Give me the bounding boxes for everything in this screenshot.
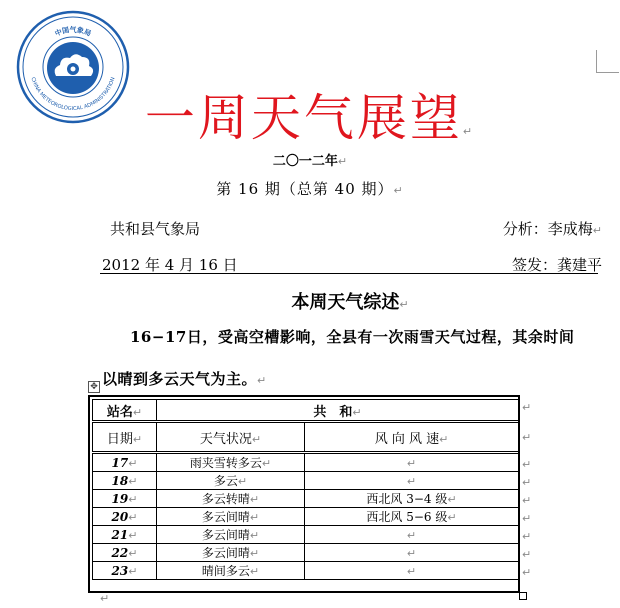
table-header-row xyxy=(93,400,519,422)
issue-number-line: 第 16 期（总第 40 期）↵ xyxy=(216,180,404,198)
weather-cell: 多云转晴↵ xyxy=(157,490,305,508)
row-end-mark-icon: ↵ xyxy=(522,512,532,525)
table-row xyxy=(93,490,519,508)
paragraph-mark-icon: ↵ xyxy=(462,125,476,138)
wind-cell: ↵ xyxy=(305,526,519,544)
wind-cell: ↵ xyxy=(305,544,519,562)
weather-cell: 多云间晴↵ xyxy=(157,508,305,526)
table-resize-handle[interactable] xyxy=(519,592,527,600)
header-divider xyxy=(100,273,598,274)
row-end-mark-icon: ↵ xyxy=(522,431,532,444)
document-title: 一周天气展望↵ xyxy=(144,89,476,147)
paragraph-mark-icon: ↵ xyxy=(337,155,348,168)
column-header-day: 日期↵ xyxy=(93,422,157,453)
logo-top-text: 中国气象局 xyxy=(53,26,93,38)
row-end-mark-icon: ↵ xyxy=(522,548,532,561)
row-end-mark-icon: ↵ xyxy=(522,530,532,543)
summary-paragraph-line-2: 以晴到多云天气为主。↵ xyxy=(102,370,267,388)
row-end-mark-icon: ↵ xyxy=(522,494,532,507)
weather-cell: 多云↵ xyxy=(157,472,305,490)
summary-paragraph-line-1: 16−17日，受高空槽影响，全县有一次雨雪天气过程，其余时间 xyxy=(130,328,575,346)
issuing-organization: 共和县气象局 xyxy=(110,220,201,238)
logo-ring-text: CHINA METEOROLOGICAL ADMINISTRATION xyxy=(29,76,117,113)
wind-cell: ↵ xyxy=(305,562,519,580)
day-cell: 22↵ xyxy=(93,544,157,562)
year-line: 二〇一二年↵ xyxy=(272,154,348,169)
table-row xyxy=(93,453,519,472)
day-cell: 19↵ xyxy=(93,490,157,508)
wind-cell: 西北风 3−4 级↵ xyxy=(305,490,519,508)
paragraph-mark-icon: ↵ xyxy=(100,592,110,605)
row-end-mark-icon: ↵ xyxy=(522,401,532,414)
paragraph-mark-icon: ↵ xyxy=(393,184,404,197)
row-end-mark-icon: ↵ xyxy=(522,566,532,579)
station-label-cell: 站名↵ xyxy=(93,400,157,422)
weather-cell: 多云间晴↵ xyxy=(157,544,305,562)
column-header-row xyxy=(93,422,519,453)
table-row xyxy=(93,508,519,526)
station-name-cell: 共 和↵ xyxy=(157,400,519,422)
table-row xyxy=(93,562,519,580)
paragraph-mark-icon: ↵ xyxy=(257,374,267,387)
day-cell: 18↵ xyxy=(93,472,157,490)
column-header-weather: 天气状况↵ xyxy=(157,422,305,453)
issue-date: 2012 年 4 月 16 日 xyxy=(102,256,238,274)
paragraph-mark-icon: ↵ xyxy=(592,224,602,237)
paragraph-mark-icon: ↵ xyxy=(399,298,409,311)
table-row-end-marks xyxy=(522,395,536,593)
table-move-handle-icon[interactable]: ✥ xyxy=(88,381,100,393)
svg-text:中国气象局 xyxy=(53,25,92,38)
wind-cell: ↵ xyxy=(305,472,519,490)
wind-cell: ↵ xyxy=(305,453,519,472)
table-row xyxy=(93,526,519,544)
section-title: 本周天气综述↵ xyxy=(291,292,409,313)
day-cell: 17↵ xyxy=(93,453,157,472)
analyst-line: 分析：李成梅↵ xyxy=(502,220,602,238)
row-end-mark-icon: ↵ xyxy=(522,476,532,489)
table-row xyxy=(93,544,519,562)
table-row xyxy=(93,472,519,490)
weather-cell: 晴间多云↵ xyxy=(157,562,305,580)
wind-cell: 西北风 5−6 级↵ xyxy=(305,508,519,526)
weather-forecast-table xyxy=(88,395,520,593)
weather-cell: 多云间晴↵ xyxy=(157,526,305,544)
row-end-mark-icon: ↵ xyxy=(522,458,532,471)
signer-line: 签发：龚建平 xyxy=(511,256,602,274)
day-cell: 21↵ xyxy=(93,526,157,544)
column-header-wind: 风 向 风 速↵ xyxy=(305,422,519,453)
weather-cell: 雨夹雪转多云↵ xyxy=(157,453,305,472)
day-cell: 20↵ xyxy=(93,508,157,526)
day-cell: 23↵ xyxy=(93,562,157,580)
page-corner-crop-mark xyxy=(596,50,619,73)
